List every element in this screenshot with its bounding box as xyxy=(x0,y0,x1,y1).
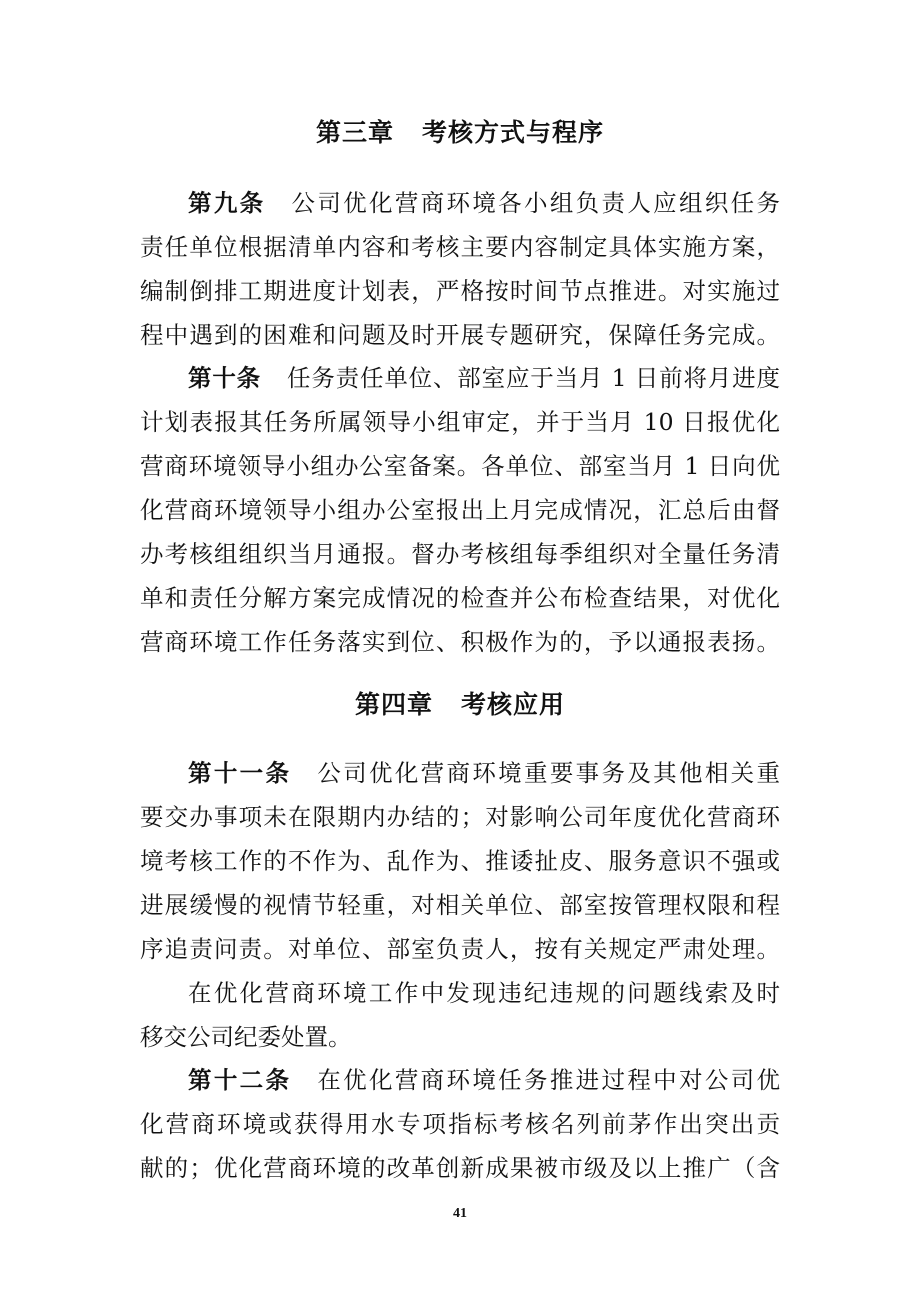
paragraph-line: 化营商环境或获得用水专项指标考核名列前茅作出突出贡 xyxy=(140,1110,780,1138)
page-number: 41 xyxy=(453,1206,467,1221)
paragraph-line: 要交办事项未在限期内办结的；对影响公司年度优化营商环 xyxy=(140,803,780,831)
article-9 xyxy=(140,181,780,357)
paragraph-line: 办考核组组织当月通报。督办考核组每季组织对全量任务清 xyxy=(140,540,780,568)
article-label: 第十二条 xyxy=(188,1066,292,1094)
paragraph-line: 程中遇到的困难和问题及时开展专题研究，保障任务完成。 xyxy=(140,321,780,349)
chapter-title: 考核应用 xyxy=(461,690,566,719)
paragraph-line: 献的；优化营商环境的改革创新成果被市级及以上推广（含 xyxy=(140,1154,780,1182)
paragraph-line: 计划表报其任务所属领导小组审定，并于当月 10 日报优化 xyxy=(140,408,780,436)
article-12 xyxy=(140,1058,780,1190)
paragraph-line: 境考核工作的不作为、乱作为、推诿扯皮、服务意识不强或 xyxy=(140,847,780,875)
paragraph-line: 第十一条 公司优化营商环境重要事务及其他相关重 xyxy=(188,759,781,787)
paragraph-line: 进展缓慢的视情节轻重，对相关单位、部室按管理权限和程 xyxy=(140,891,780,919)
paragraph-line: 移交公司纪委处置。 xyxy=(140,1023,352,1051)
paragraph-line: 营商环境工作任务落实到位、积极作为的，予以通报表扬。 xyxy=(140,628,780,656)
paragraph-line: 在优化营商环境工作中发现违纪违规的问题线索及时 xyxy=(188,979,780,1007)
article-10 xyxy=(140,356,780,664)
paragraph-line: 第九条 公司优化营商环境各小组负责人应组织任务 xyxy=(188,189,780,217)
paragraph-line: 化营商环境领导小组办公室报出上月完成情况，汇总后由督 xyxy=(140,496,780,524)
paragraph-line: 第十二条 在优化营商环境任务推进过程中对公司优 xyxy=(188,1066,781,1094)
article-11 xyxy=(140,751,780,1059)
chapter-3-heading xyxy=(0,118,920,148)
paragraph-line: 第十条 任务责任单位、部室应于当月 1 日前将月进度 xyxy=(188,364,780,392)
paragraph-line: 责任单位根据清单内容和考核主要内容制定具体实施方案， xyxy=(140,233,780,261)
chapter-number: 第三章 xyxy=(315,118,394,147)
article-label: 第九条 xyxy=(188,189,266,217)
paragraph-line: 单和责任分解方案完成情况的检查并公布检查结果，对优化 xyxy=(140,584,780,612)
chapter-number: 第四章 xyxy=(354,690,433,719)
paragraph-line: 序追责问责。对单位、部室负责人，按有关规定严肃处理。 xyxy=(140,935,780,963)
paragraph-line: 营商环境领导小组办公室备案。各单位、部室当月 1 日向优 xyxy=(140,452,780,480)
article-label: 第十一条 xyxy=(188,759,292,787)
chapter-4-heading xyxy=(0,690,920,720)
paragraph-line: 编制倒排工期进度计划表，严格按时间节点推进。对实施过 xyxy=(140,277,780,305)
article-label: 第十条 xyxy=(188,364,261,392)
chapter-title: 考核方式与程序 xyxy=(422,118,605,147)
